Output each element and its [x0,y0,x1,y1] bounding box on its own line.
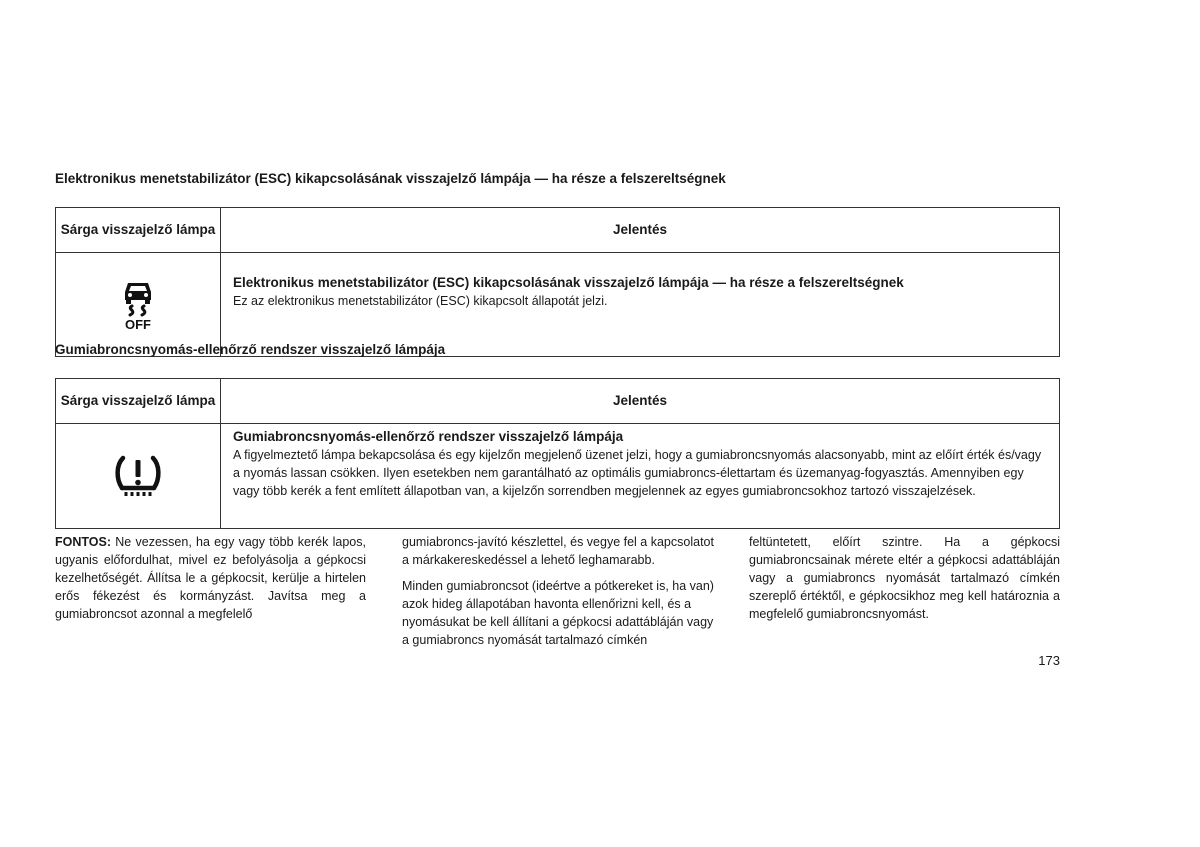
meaning-cell [221,253,1060,357]
table-row [56,424,1060,529]
paragraph-text: Ne vezessen, ha egy vagy több kerék lapos, ugyanis előfordulhat, mivel ez befolyásolja a gépkocsi kezelhetőségét. Állítsa le a gépkocsit, kerülje a hirtelen erős fékezést és kormányzást. Javítsa meg a gumiabroncsot azonnal a megfelelő [55,535,366,621]
text-column-1 [55,533,366,631]
lamp-title: Gumiabroncsnyomás-ellenőrző rendszer visszajelző lámpája [233,429,624,444]
esc-section-heading: Elektronikus menetstabilizátor (ESC) kikapcsolásának visszajelző lámpája — ha része a felszereltségnek [55,171,726,186]
tire-pressure-warning-icon [112,452,164,498]
lamp-column-header: Sárga visszajelző lámpa [56,379,221,424]
icon-cell [56,424,221,529]
esc-lamp-table [55,207,1060,357]
meaning-column-header: Jelentés [221,379,1060,424]
meaning-cell [221,424,1060,529]
meaning-column-header: Jelentés [221,208,1060,253]
tpms-lamp-table [55,378,1060,529]
paragraph [55,533,366,623]
lamp-title: Elektronikus menetstabilizátor (ESC) kikapcsolásának visszajelző lámpája — ha része a felszereltségnek [233,275,904,290]
paragraph: gumiabroncs-javító készlettel, és vegye fel a kapcsolatot a márkakereskedéssel a lehető leghamarabb. [402,535,714,567]
text-column-3 [749,533,1060,631]
lamp-column-header: Sárga visszajelző lámpa [56,208,221,253]
esc-off-icon [118,275,158,331]
paragraph: feltüntetett, előírt szintre. Ha a gépkocsi gumiabroncsainak mérete eltér a gépkocsi adattábláján vagy a gumiabroncs nyomását tartalmazó címkén szereplő értéktől, e gépkocsikhoz meg kell határoznia a megfelelő gumiabroncsnyomást. [749,535,1060,621]
table-header-row [56,208,1060,253]
paragraph: Minden gumiabroncsot (ideértve a pótkereket is, ha van) azok hideg állapotában havonta ellenőrizni kell, és a nyomásukat be kell állítani a gépkocsi adattábláján vagy a gumiabroncs nyomását tartalmazó címkén [402,579,714,647]
page-number: 173 [1038,653,1060,668]
text-column-2 [402,533,715,657]
tpms-section-heading: Gumiabroncsnyomás-ellenőrző rendszer visszajelző lámpája [55,342,446,357]
table-row [56,253,1060,357]
lamp-description: Ez az elektronikus menetstabilizátor (ESC) kikapcsolt állapotát jelzi. [233,294,608,308]
icon-cell [56,253,221,357]
important-label: FONTOS: [55,535,112,549]
lamp-description: A figyelmeztető lámpa bekapcsolása és egy kijelzőn megjelenő üzenet jelzi, hogy a gumiabroncsnyomás alacsonyabb, mint az előírt érték és/vagy a nyomás lassan csökken. Ilyen esetekben nem garantálható az optimális gumiabroncs-élettartam és üzemanyag-fogyasztás. Amennyiben egy vagy több kerék a fent említett állapotban van, a kijelzőn sorrendben megjelennek az egyes gumiabroncsokhoz tartozó visszajelzések. [233,448,1042,498]
table-header-row [56,379,1060,424]
esc-off-label: OFF [125,317,151,331]
